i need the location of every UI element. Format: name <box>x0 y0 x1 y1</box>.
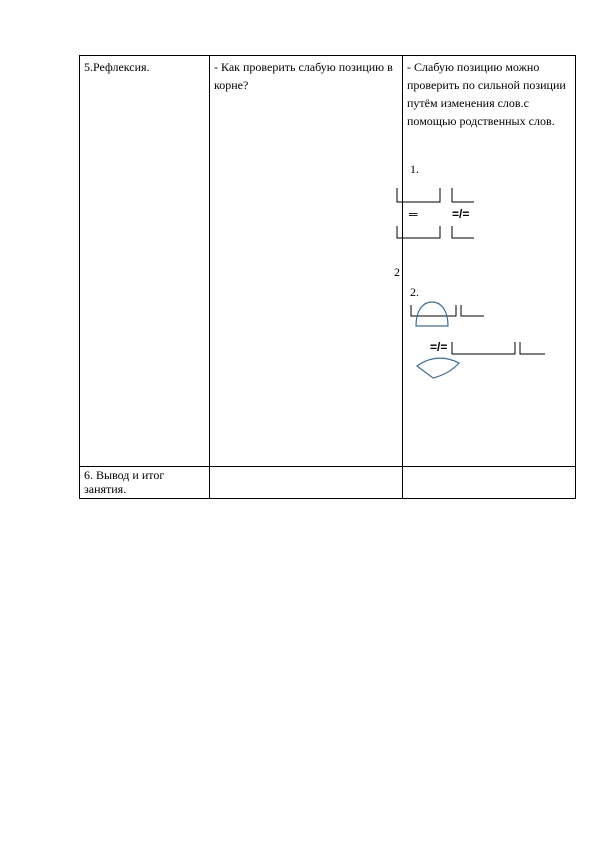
student-cell <box>403 56 576 467</box>
scheme-1-sign-equal: ═ <box>409 207 418 221</box>
stage-cell <box>80 467 210 499</box>
scheme-1-label: 1. <box>410 162 419 176</box>
table-row <box>80 56 576 467</box>
table-row <box>80 467 576 499</box>
teacher-cell <box>210 467 403 499</box>
student-answer: - Слабую позицию можно проверить по сильной позиции путём изменения слов.с помощью родственных слов. <box>407 60 566 128</box>
scheme-2-marker: 2 <box>394 265 400 279</box>
stage-text: 5.Рефлексия. <box>84 60 150 74</box>
stage-text: 6. Вывод и итог занятия. <box>84 468 165 496</box>
scheme-1-sign-not-equal: =/= <box>452 207 470 221</box>
lesson-table <box>79 55 576 499</box>
student-cell <box>403 467 576 499</box>
scheme-2-sign-not-equal: =/= <box>430 340 448 354</box>
scheme-2-label: 2. <box>410 285 419 299</box>
stage-cell <box>80 56 210 467</box>
teacher-question: - Как проверить слабую позицию в корне? <box>214 60 393 92</box>
teacher-cell <box>210 56 403 467</box>
